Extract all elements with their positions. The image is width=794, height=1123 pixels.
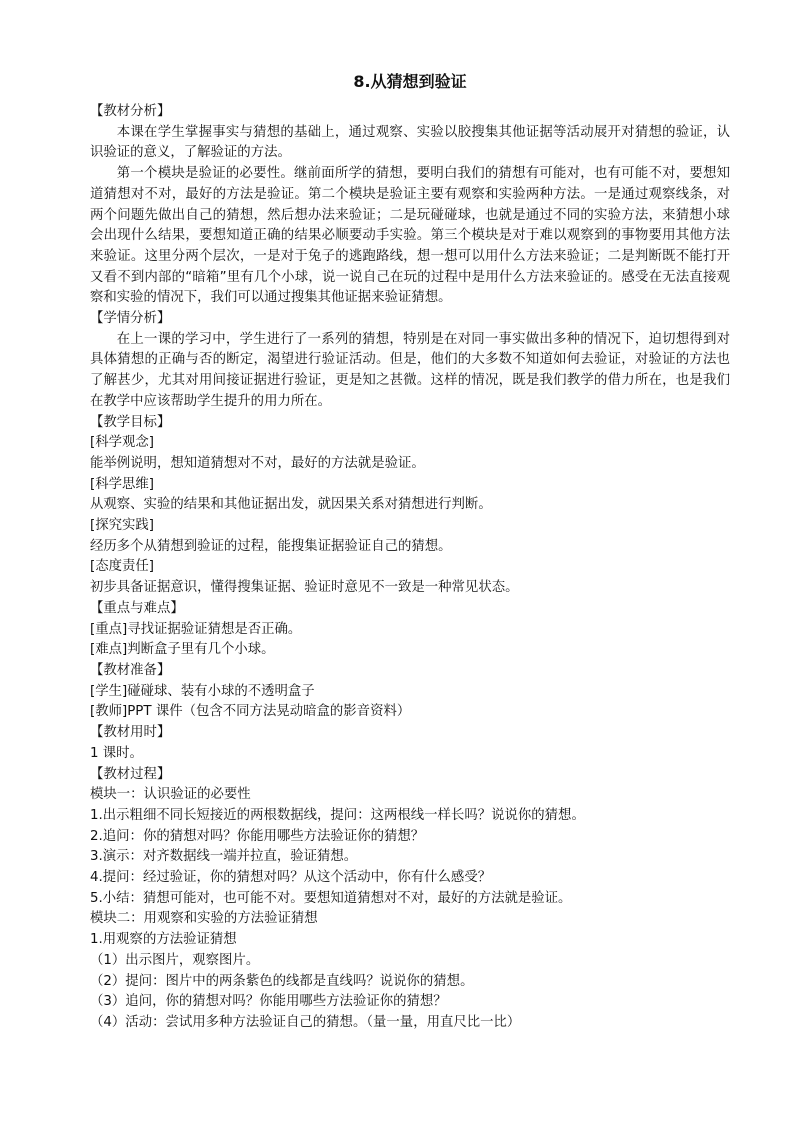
section-heading: 【教材用时】	[90, 725, 171, 741]
page-title: 8.从猜想到验证	[353, 72, 467, 91]
section-heading: 【教学目标】	[90, 414, 171, 430]
text-line: 1.用观察的方法验证猜想	[90, 932, 237, 948]
text-line: 从观察、实验的结果和其他证据出发，就因果关系对猜想进行判断。	[90, 497, 492, 513]
text-line: 3.演示：对齐数据线一端并拉直，验证猜想。	[90, 849, 358, 865]
section-heading: 【教材分析】	[90, 104, 171, 119]
text-line: 能举例说明，想知道猜想对不对，最好的方法就是验证。	[90, 455, 425, 471]
text-line: [难点]判断盒子里有几个小球。	[90, 642, 275, 658]
paragraph: 本课在学生掌握事实与猜想的基础上，通过观察、实验以胶搜集其他证据等活动展开对猜想的验证，认识验证的意义，了解验证的方法。	[90, 124, 730, 161]
text-line: 4.提问：经过验证，你的猜想对吗？从这个活动中，你有什么感受？	[90, 870, 492, 886]
sub-tag: [科学观念]	[90, 435, 155, 451]
text-line: 1.出示粗细不同长短接近的两根数据线，提问：这两根线一样长吗？说说你的猜想。	[90, 807, 585, 823]
module-heading: 模块二：用观察和实验的方法验证猜想	[90, 911, 318, 927]
text-line: （2）提问：图片中的两条紫色的线都是直线吗？说说你的猜想。	[90, 973, 474, 989]
text-line: （1）出示图片，观察图片。	[90, 952, 260, 968]
sub-tag: [科学思维]	[90, 476, 155, 492]
text-line: 2.追问：你的猜想对吗？你能用哪些方法验证你的猜想？	[90, 828, 425, 844]
section-heading: 【学情分析】	[90, 311, 171, 327]
text-line: 经历多个从猜想到验证的过程，能搜集证据验证自己的猜想。	[90, 538, 452, 554]
sub-tag: [探究实践]	[90, 518, 155, 534]
text-line: 5.小结：猜想可能对，也可能不对。要想知道猜想对不对，最好的方法就是验证。	[90, 890, 572, 906]
paragraph: 第一个模块是验证的必要性。继前面所学的猜想，要明白我们的猜想有可能对，也有可能不对，要想知道猜想对不对，最好的方法是验证。第二个模块是验证主要有观察和实验两种方法。一是通过观察线条，对两个问题先做出自己的猜想，然后想办法来验证；二是玩碰碰球，也就是通过不同的实验方法，来猜想小球会出现什么结果，要想知道正确的结果必顺要动手实验。第三个模块是对于难以观察到的事物要用其他方法来验证。这里分两个层次，一是对于兔子的逃跑路线，想一想可以用什么方法来验证；二是判断既不能打开又看不到内部的“暗箱”里有几个小球，说一说自己在玩的过程中是用什么方法来验证的。感受在无法直接观察和实验的情况下，我们可以通过搜集其他证据来验证猜想。	[90, 166, 730, 306]
text-line: 1 课时。	[90, 745, 143, 761]
sub-tag: [态度责任]	[90, 559, 155, 575]
text-line: 初步具备证据意识，懂得搜集证据、验证时意见不一致是一种常见状态。	[90, 580, 519, 596]
document-page	[90, 70, 730, 1034]
section-heading: 【重点与难点】	[90, 600, 184, 616]
text-line: （4）活动：尝试用多种方法验证自己的猜想。（量一量，用直尺比一比）	[90, 1014, 521, 1030]
text-line: [重点]寻找证据验证猜想是否正确。	[90, 621, 302, 637]
section-heading: 【教材准备】	[90, 662, 171, 678]
section-heading: 【教材过程】	[90, 766, 171, 782]
module-heading: 模块一：认识验证的必要性	[90, 787, 251, 803]
text-line: （3）追问，你的猜想对吗？你能用哪些方法验证你的猜想？	[90, 994, 447, 1010]
text-line: [教师]PPT 课件（包含不同方法晃动暗盒的影音资料）	[90, 704, 411, 720]
paragraph: 在上一课的学习中，学生进行了一系列的猜想，特别是在对同一事实做出多种的情况下，迫切想得到对具体猜想的正确与否的断定，渴望进行验证活动。但是，他们的大多数不知道如何去验证，对验证的方法也了解甚少，尤其对用间接证据进行验证，更是知之甚微。这样的情况，既是我们教学的借力所在，也是我们在教学中应该帮助学生提升的用力所在。	[90, 331, 730, 409]
text-line: [学生]碰碰球、装有小球的不透明盒子	[90, 683, 315, 699]
